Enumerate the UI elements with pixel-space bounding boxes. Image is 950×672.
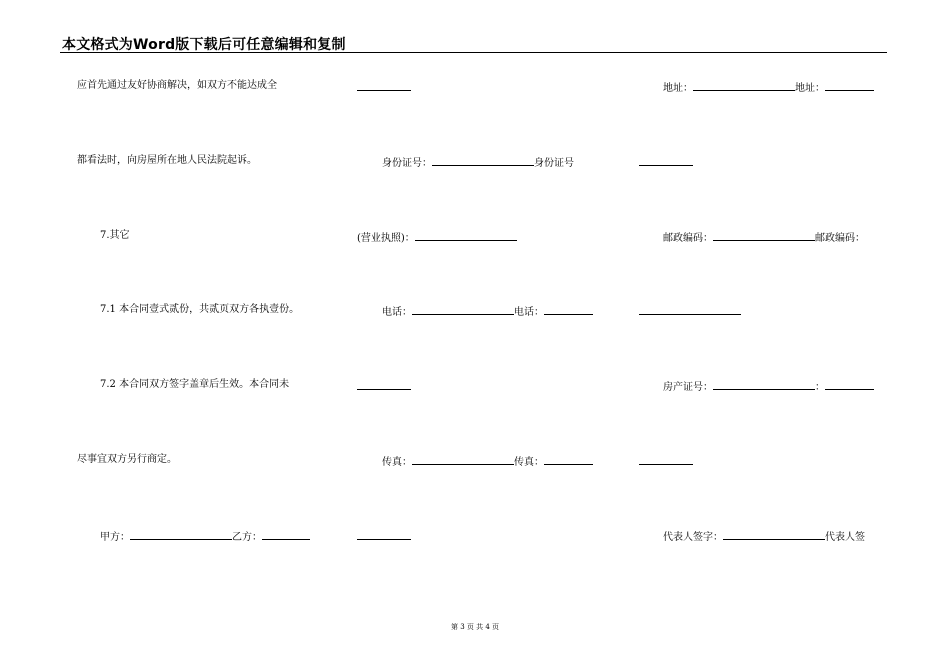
property-cert-colon: ： bbox=[815, 382, 825, 393]
postal-code-row bbox=[663, 230, 865, 245]
property-cert-blank-2 bbox=[825, 379, 874, 390]
phone-blank-2 bbox=[544, 304, 593, 315]
fax-blank-2 bbox=[544, 454, 593, 465]
blank-line bbox=[357, 379, 411, 394]
clause-text-line-6: 尽事宜双方另行商定。 bbox=[77, 454, 177, 465]
business-license-blank bbox=[415, 230, 517, 241]
address-field-row bbox=[663, 80, 874, 95]
fax-blank bbox=[412, 454, 514, 465]
business-license-row bbox=[357, 230, 517, 245]
header-divider bbox=[60, 52, 887, 53]
property-cert-label: 房产证号： bbox=[663, 382, 713, 393]
representative-signature-blank bbox=[723, 529, 825, 540]
id-number-blank bbox=[432, 155, 534, 166]
id-number-label: 身份证号： bbox=[382, 158, 432, 169]
fax-row bbox=[382, 454, 593, 469]
fax-label: 传真： bbox=[382, 457, 412, 468]
postal-code-label: 邮政编码： bbox=[663, 233, 713, 244]
party-a-blank bbox=[130, 529, 232, 540]
representative-signature-label-2: 代表人签 bbox=[825, 532, 865, 543]
phone-blank bbox=[412, 304, 514, 315]
party-b-blank bbox=[262, 529, 310, 540]
representative-signature-row bbox=[663, 529, 865, 544]
parties-row bbox=[100, 529, 310, 544]
clause-text-line-2: 都看法时，向房屋所在地人民法院起诉。 bbox=[77, 155, 257, 166]
property-cert-blank bbox=[713, 379, 815, 390]
party-a-label: 甲方： bbox=[100, 532, 130, 543]
phone-label-2: 电话： bbox=[514, 307, 544, 318]
id-number-label-2: 身份证号 bbox=[534, 158, 574, 169]
fax-label-2: 传真： bbox=[514, 457, 544, 468]
address-label-2: 地址： bbox=[795, 83, 825, 94]
party-b-label: 乙方： bbox=[232, 532, 262, 543]
postal-code-label-2: 邮政编码： bbox=[815, 233, 865, 244]
phone-label: 电话： bbox=[382, 307, 412, 318]
blank-line bbox=[357, 80, 411, 95]
blank-line bbox=[639, 155, 693, 170]
clause-7-1: 7.1 本合同壹式贰份，共贰页双方各执壹份。 bbox=[100, 304, 300, 315]
postal-code-blank bbox=[713, 230, 815, 241]
business-license-label: (营业执照)： bbox=[357, 233, 415, 244]
property-cert-row bbox=[663, 379, 874, 394]
clause-text-line-1: 应首先通过友好协商解决，如双方不能达成全 bbox=[77, 80, 277, 91]
address-blank-2 bbox=[825, 80, 874, 91]
representative-signature-label: 代表人签字： bbox=[663, 532, 723, 543]
id-number-row bbox=[382, 155, 574, 170]
blank-line bbox=[639, 454, 693, 469]
blank-line bbox=[357, 529, 411, 544]
blank-line bbox=[639, 304, 741, 319]
page-number-footer: 第 3 页 共 4 页 bbox=[450, 623, 500, 631]
section-heading-other: 7.其它 bbox=[100, 230, 130, 241]
address-label: 地址： bbox=[663, 83, 693, 94]
clause-7-2: 7.2 本合同双方签字盖章后生效。本合同未 bbox=[100, 379, 290, 390]
document-header-title: 本文格式为Word版下载后可任意编辑和复制 bbox=[62, 37, 346, 53]
phone-row bbox=[382, 304, 593, 319]
address-blank bbox=[693, 80, 795, 91]
